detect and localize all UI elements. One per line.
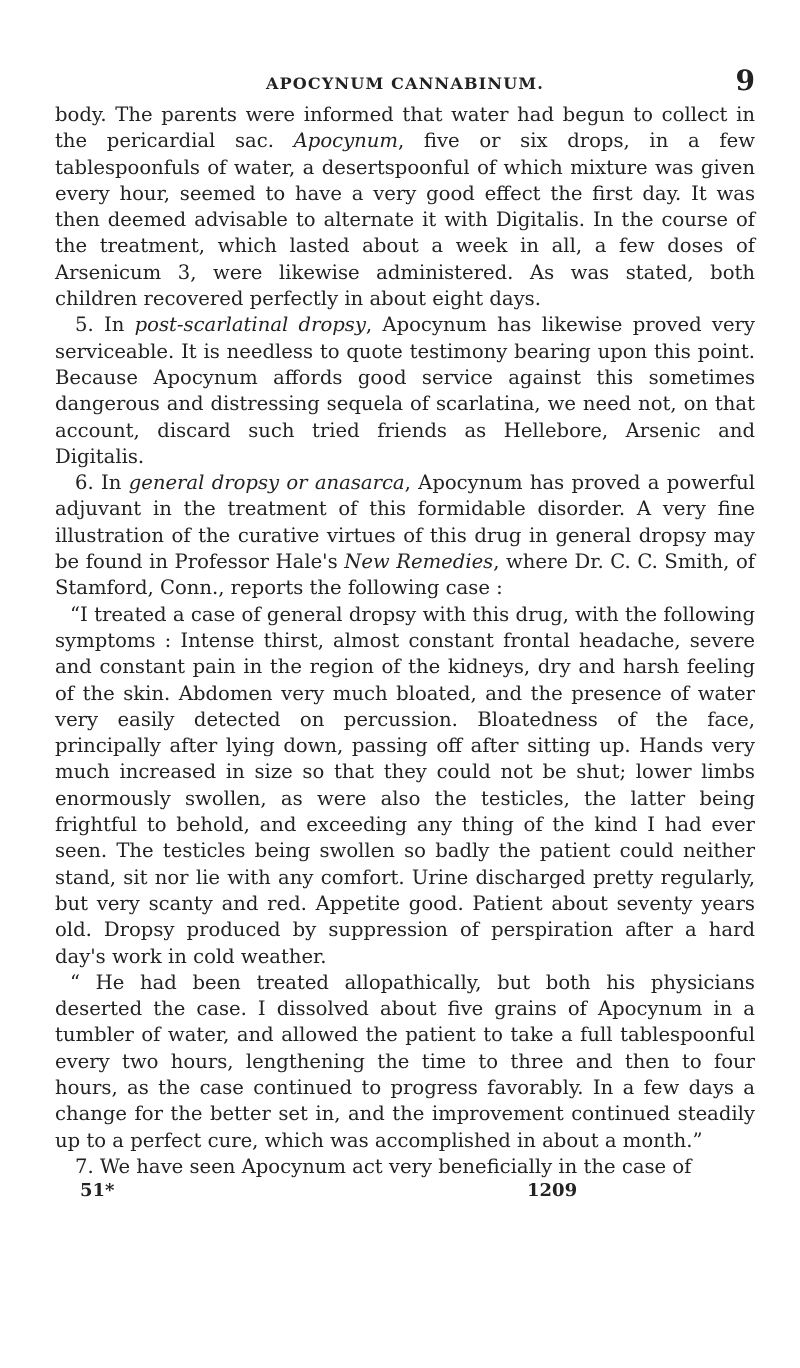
quote-paragraph-1: “I treated a case of general dropsy with this drug, with the following symptoms : Intense thirst, almost constant frontal headache, severe and constant pain in the region of the kidneys, dry and harsh feeling of the skin. Abdomen very much bloated, and the presence of water very easily detected on percussion. Bloatedness of the face, principally after lying down, passing off after sitting up. Hands very much increased in size so that they could not be shut; lower limbs enormously swollen, as were also the testicles, the latter being frightful to behold, and exceeding any thing of the kind I had ever seen. The testicles being swollen so badly the patient could neither stand, sit nor lie with any comfort. Urine discharged pretty regularly, but very scanty and red. Appetite good. Patient about seventy years old. Dropsy produced by suppression of perspiration after a hard day's work in cold weather. (55, 602, 755, 968)
paragraph-5 (55, 312, 755, 470)
folio-number: 1209 (527, 1180, 578, 1202)
paragraph-1-rest: , five or six drops, in a few tablespoonfuls of water, a desertspoonful of which mixture was given every hour, seemed to have a very good effect the first day. It was then deemed advisable to alternate it with Digitalis. In the course of the treatment, which lasted about a week in all, a few doses of Arsenicum 3, were likewise administered. As was stated, both children recovered perfectly in about eight days. (55, 129, 755, 311)
post-scarlatinal-emphasis: post-scarlatinal dropsy (134, 313, 366, 337)
paragraph-6-rest: , where Dr. C. C. Smith, of Stamford, Conn., reports the following case : (55, 550, 755, 600)
quote-paragraph-2: “ He had been treated allopathically, but both his physicians deserted the case. I dissolved about five grains of Apocynum in a tumbler of water, and allowed the patient to take a full tablespoonful every two hours, lengthening the time to three and then to four hours, as the case continued to progress favorably. In a few days a change for the better set in, and the improvement continued steadily up to a perfect cure, which was accomplished in about a month.” (55, 970, 755, 1152)
paragraph-5-rest: , Apocynum has likewise proved very serviceable. It is needless to quote testimony bearing upon this point. Because Apocynum affords good service against this sometimes dangerous and distressing sequela of scarlatina, we need not, on that account, discard such tried friends as Hellebore, Arsenic and Digitalis. (55, 313, 755, 468)
page-number: 9 (735, 64, 755, 97)
paragraph-5-lead: 5. In (75, 313, 135, 337)
running-head: APOCYNUM CANNABINUM. (265, 74, 545, 93)
page-footer (55, 1180, 755, 1206)
paragraph-1-text: body. The parents were informed that water had begun to collect in the pericardial sac. (55, 103, 755, 153)
general-dropsy-emphasis: general dropsy or anasarca (128, 471, 405, 495)
new-remedies-emphasis: New Remedies (344, 550, 494, 574)
apocynum-emphasis: Apocynum (293, 129, 398, 153)
signature-mark: 51* (80, 1180, 115, 1202)
paragraph-6 (55, 470, 755, 601)
paragraph-7: 7. We have seen Apocynum act very beneficially in the case of (75, 1154, 692, 1178)
book-page (55, 0, 755, 1206)
paragraph-1 (55, 102, 755, 312)
body-text (55, 102, 755, 1180)
page-header (55, 58, 755, 102)
paragraph-6-mid: , Apocynum has proved a powerful adjuvant in the treatment of this formidable disorder. A very fine illustration of the curative virtues of this drug in general dropsy may be found in Professor Hale's (55, 471, 755, 574)
paragraph-6-lead: 6. In (75, 471, 129, 495)
